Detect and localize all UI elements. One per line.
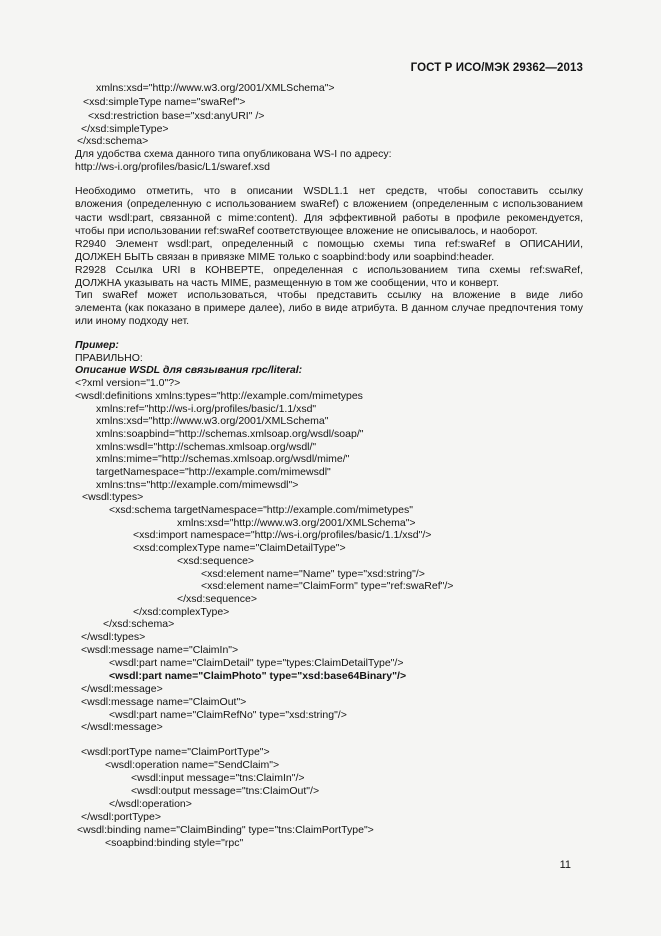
- requirement-r2940: R2940 Элемент wsdl:part, определенный с помощью схемы типа ref:swaRef в ОПИСАНИИ,: [75, 238, 583, 250]
- code-line: xmlns:wsdl="http://schemas.xmlsoap.org/wsdl/": [96, 441, 317, 453]
- code-line: <wsdl:operation name="SendClaim">: [105, 759, 280, 771]
- paragraph-line: Необходимо отметить, что в описании WSDL1.1 нет средств, чтобы сопоставить ссылку: [75, 185, 583, 197]
- code-line: <wsdl:message name="ClaimIn">: [81, 644, 239, 656]
- code-line: <?xml version="1.0"?>: [75, 377, 181, 389]
- code-line: xmlns:ref="http://ws-i.org/profiles/basic/1.1/xsd": [96, 403, 317, 415]
- schema-note: Для удобства схема данного типа опубликована WS-I по адресу:: [75, 148, 392, 160]
- code-line: xmlns:soapbind="http://schemas.xmlsoap.org/wsdl/soap/": [96, 428, 364, 440]
- code-line: <xsd:complexType name="ClaimDetailType">: [133, 542, 346, 554]
- paragraph-line: части wsdl:part, связанной с mime:content). Для эффективной работы в профиле рекомендуется,: [75, 212, 583, 224]
- code-line: <soapbind:binding style="rpc": [105, 837, 244, 849]
- requirement-r2928: R2928 Ссылка URI в КОНВЕРТЕ, определенная с использованием типа схемы ref:swaRef,: [75, 264, 583, 276]
- code-line: <wsdl:message name="ClaimOut">: [81, 696, 247, 708]
- code-line: <xsd:schema targetNamespace="http://example.com/mimetypes": [109, 504, 413, 516]
- code-line: <xsd:import namespace="http://ws-i.org/profiles/basic/1.1/xsd"/>: [133, 529, 432, 541]
- code-line: <wsdl:binding name="ClaimBinding" type="tns:ClaimPortType">: [77, 824, 374, 836]
- code-line: </xsd:complexType>: [133, 606, 230, 618]
- code-line: <wsdl:part name="ClaimRefNo" type="xsd:string"/>: [109, 709, 347, 721]
- code-line: </xsd:schema>: [103, 618, 175, 630]
- code-line: </xsd:simpleType>: [81, 123, 169, 135]
- code-line: <wsdl:portType name="ClaimPortType">: [81, 746, 270, 758]
- code-line: <wsdl:input message="tns:ClaimIn"/>: [131, 772, 305, 784]
- code-line: xmlns:xsd="http://www.w3.org/2001/XMLSchema">: [96, 82, 335, 94]
- code-line: xmlns:tns="http://example.com/mimewsdl">: [96, 479, 299, 491]
- example-description: Описание WSDL для связывания rpc/literal:: [75, 364, 303, 376]
- paragraph-line: или иному подходу нет.: [75, 315, 190, 327]
- requirement-r2928-cont: ДОЛЖНА указывать на часть MIME, размещенную в том же сообщении, что и конверт.: [75, 277, 499, 289]
- code-line: <wsdl:types>: [82, 491, 144, 503]
- code-line: </wsdl:message>: [81, 683, 163, 695]
- code-line: <wsdl:definitions xmlns:types="http://example.com/mimetypes: [75, 390, 363, 402]
- paragraph-line: элемента (как показано в примере далее), либо в виде атрибута. В данном случае предпочтения тому: [75, 302, 583, 314]
- requirement-r2940-cont: ДОЛЖЕН БЫТЬ связан в привязке MIME только с soapbind:body или soapbind:header.: [75, 251, 495, 263]
- code-line: </xsd:sequence>: [177, 593, 257, 605]
- schema-url: http://ws-i.org/profiles/basic/L1/swaref.xsd: [75, 161, 270, 173]
- code-line: <xsd:sequence>: [177, 555, 255, 567]
- code-line: <xsd:restriction base="xsd:anyURI" />: [88, 110, 265, 122]
- page-number: 11: [559, 859, 571, 871]
- paragraph-line: Тип swaRef может использоваться, чтобы представить ссылку на вложение в виде либо: [75, 289, 583, 301]
- code-line: xmlns:xsd="http://www.w3.org/2001/XMLSchema">: [177, 517, 416, 529]
- code-line: </wsdl:message>: [81, 721, 163, 733]
- code-line: <xsd:simpleType name="swaRef">: [83, 96, 246, 108]
- code-line: </xsd:schema>: [77, 135, 149, 147]
- example-correct: ПРАВИЛЬНО:: [75, 352, 143, 364]
- code-line: targetNamespace="http://example.com/mimewsdl": [96, 466, 331, 478]
- code-line: <wsdl:output message="tns:ClaimOut"/>: [131, 785, 320, 797]
- code-line: </wsdl:types>: [81, 631, 146, 643]
- code-line: <xsd:element name="ClaimForm" type="ref:swaRef"/>: [201, 580, 454, 592]
- paragraph-line: вложения (определенную с использованием swaRef) с вложением (определенным с использованием: [75, 198, 583, 210]
- document-header: ГОСТ Р ИСО/МЭК 29362—2013: [410, 62, 583, 74]
- paragraph-line: чтобы при использовании ref:swaRef соответствующее вложение не описывалось, и наоборот.: [75, 225, 538, 237]
- code-line: <xsd:element name="Name" type="xsd:string"/>: [201, 568, 425, 580]
- code-line: <wsdl:part name="ClaimDetail" type="types:ClaimDetailType"/>: [109, 657, 404, 669]
- example-label: Пример:: [75, 339, 119, 351]
- code-line: <wsdl:part name="ClaimPhoto" type="xsd:base64Binary"/>: [109, 670, 407, 682]
- code-line: </wsdl:portType>: [81, 811, 161, 823]
- code-line: xmlns:mime="http://schemas.xmlsoap.org/wsdl/mime/": [96, 453, 350, 465]
- code-line: xmlns:xsd="http://www.w3.org/2001/XMLSchema": [96, 415, 329, 427]
- code-line: </wsdl:operation>: [109, 798, 192, 810]
